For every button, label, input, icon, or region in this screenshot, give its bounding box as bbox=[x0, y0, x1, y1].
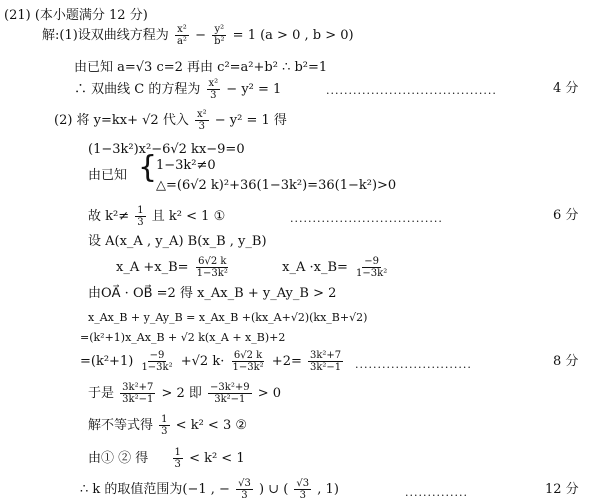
numerator: x² bbox=[196, 109, 207, 120]
final-mid: ) ∪ ( bbox=[258, 482, 289, 497]
expand-line-2: =(k²+1)x_Ax_B + √2 k(x_A + x_B)+2 bbox=[80, 331, 286, 344]
e3-eq: +2= bbox=[271, 354, 302, 369]
numerator: y² bbox=[214, 24, 225, 35]
denominator: 1−3k² bbox=[232, 362, 264, 373]
leader-dots-4: ...................................... bbox=[326, 84, 497, 97]
denominator: 3 bbox=[241, 490, 248, 501]
vieta-line bbox=[116, 256, 391, 279]
so-intro: 故 k²≠ bbox=[88, 209, 130, 224]
fraction-1-3 bbox=[135, 205, 145, 228]
part1-result-line bbox=[74, 78, 281, 101]
so-line bbox=[88, 205, 225, 228]
numerator: 6√2 k bbox=[198, 256, 227, 267]
denominator: 1−3k² bbox=[141, 362, 173, 373]
ineq-tail: < k² < 3 ② bbox=[175, 418, 248, 433]
known-label: 由已知 bbox=[88, 168, 128, 183]
denominator: 3 bbox=[198, 121, 205, 132]
numerator: √3 bbox=[238, 478, 251, 489]
fraction-then-2 bbox=[208, 382, 252, 405]
then-mid: > 2 即 bbox=[161, 386, 202, 401]
prod-intro: x_A ·x_B= bbox=[282, 260, 348, 275]
result-intro: ∴ 双曲线 C 的方程为 bbox=[74, 82, 201, 97]
denominator: 1−3k² bbox=[196, 268, 228, 279]
denominator: 3 bbox=[137, 217, 144, 228]
denominator: 3 bbox=[174, 459, 181, 470]
numerator: 3k²+7 bbox=[310, 350, 342, 361]
fraction-x2-3 bbox=[195, 109, 209, 132]
score-4: 4 分 bbox=[553, 81, 579, 96]
score-12: 12 分 bbox=[545, 482, 579, 497]
then-line bbox=[88, 382, 281, 405]
fraction-root3-3-b bbox=[294, 478, 311, 501]
leader-dots-6: .................................. bbox=[290, 212, 443, 225]
denominator: 3 bbox=[161, 426, 168, 437]
score-6: 6 分 bbox=[553, 208, 579, 223]
leader-dots-8: .......................... bbox=[355, 358, 472, 371]
system-brace: { bbox=[138, 150, 158, 185]
equation-tail: = 1 (a > 0 , b > 0) bbox=[232, 28, 354, 43]
let-points-line: 设 A(x_A , y_A) B(x_B , y_B) bbox=[88, 234, 267, 249]
fraction-minus9 bbox=[139, 350, 174, 373]
final-tail: , 1) bbox=[317, 482, 339, 497]
then-intro: 于是 bbox=[88, 386, 115, 401]
fraction-y2-b2 bbox=[212, 24, 226, 47]
numerator: −9 bbox=[364, 256, 379, 267]
numerator: 1 bbox=[137, 205, 144, 216]
expand-line-3 bbox=[80, 350, 345, 373]
denominator: b² bbox=[214, 36, 225, 47]
numerator: 3k²+7 bbox=[122, 382, 154, 393]
combine-tail: < k² < 1 bbox=[189, 451, 245, 466]
dot-product-line: 由OA⃗ · OB⃗ =2 得 x_Ax_B + y_Ay_B > 2 bbox=[88, 286, 337, 301]
e3-mid: +√2 k· bbox=[180, 354, 225, 369]
denominator: 3 bbox=[299, 490, 306, 501]
result-tail: − y² = 1 bbox=[226, 82, 282, 97]
numerator: 1 bbox=[174, 447, 181, 458]
condition-1: 1−3k²≠0 bbox=[156, 158, 216, 173]
denominator: a² bbox=[176, 36, 187, 47]
then-tail: > 0 bbox=[257, 386, 282, 401]
so-tail: 且 k² < 1 ① bbox=[151, 209, 226, 224]
part2-intro: (2) 将 y=kx+ √2 代入 bbox=[54, 113, 189, 128]
quadratic-line: (1−3k²)x²−6√2 kx−9=0 bbox=[88, 142, 245, 157]
fraction-prod bbox=[354, 256, 389, 279]
condition-2: △=(6√2 k)²+36(1−3k²)=36(1−k²)>0 bbox=[156, 178, 397, 193]
combine-line bbox=[88, 447, 245, 470]
part1-intro: 解:(1)设双曲线方程为 bbox=[42, 28, 169, 43]
fraction-sum bbox=[195, 256, 230, 279]
denominator: 3k²−1 bbox=[122, 394, 154, 405]
combine-intro: 由① ② 得 bbox=[88, 451, 149, 466]
inequality-line bbox=[88, 414, 247, 437]
denominator: 3k²−1 bbox=[214, 394, 246, 405]
fraction-1-3 bbox=[173, 447, 183, 470]
numerator: 6√2 k bbox=[233, 350, 263, 361]
part1-given-line: 由已知 a=√3 c=2 再由 c²=a²+b² ∴ b²=1 bbox=[74, 60, 328, 75]
e3-intro: =(k²+1) bbox=[80, 354, 134, 369]
fraction-root3-3-a bbox=[236, 478, 253, 501]
final-intro: ∴ k 的取值范围为(−1 , − bbox=[80, 482, 230, 497]
numerator: −3k²+9 bbox=[210, 382, 250, 393]
leader-dots-12: .............. bbox=[405, 486, 468, 499]
numerator: 1 bbox=[161, 414, 168, 425]
fraction-result bbox=[308, 350, 343, 373]
numerator: x² bbox=[208, 78, 219, 89]
expand-line-1: x_Ax_B + y_Ay_B = x_Ax_B +(kx_A+√2)(kx_B+√2) bbox=[88, 311, 368, 324]
fraction-x2-a2 bbox=[175, 24, 189, 47]
part1-equation-line bbox=[42, 24, 354, 47]
fraction-x2-3 bbox=[207, 78, 221, 101]
minus-sign: − bbox=[195, 28, 206, 43]
score-8: 8 分 bbox=[553, 354, 579, 369]
sum-intro: x_A +x_B= bbox=[116, 260, 189, 275]
final-line bbox=[80, 478, 339, 501]
fraction-then-1 bbox=[120, 382, 155, 405]
numerator: −9 bbox=[149, 350, 165, 361]
part2-intro-tail: − y² = 1 得 bbox=[214, 113, 287, 128]
numerator: √3 bbox=[296, 478, 310, 489]
denominator: 1−3k² bbox=[356, 268, 388, 279]
numerator: x² bbox=[177, 24, 187, 35]
problem-header: (21) (本小题满分 12 分) bbox=[4, 8, 148, 23]
denominator: 3 bbox=[210, 90, 217, 101]
denominator: 3k²−1 bbox=[310, 362, 342, 373]
fraction-6root2k bbox=[230, 350, 265, 373]
part2-intro-line bbox=[54, 109, 287, 132]
ineq-intro: 解不等式得 bbox=[88, 418, 154, 433]
fraction-1-3 bbox=[159, 414, 169, 437]
